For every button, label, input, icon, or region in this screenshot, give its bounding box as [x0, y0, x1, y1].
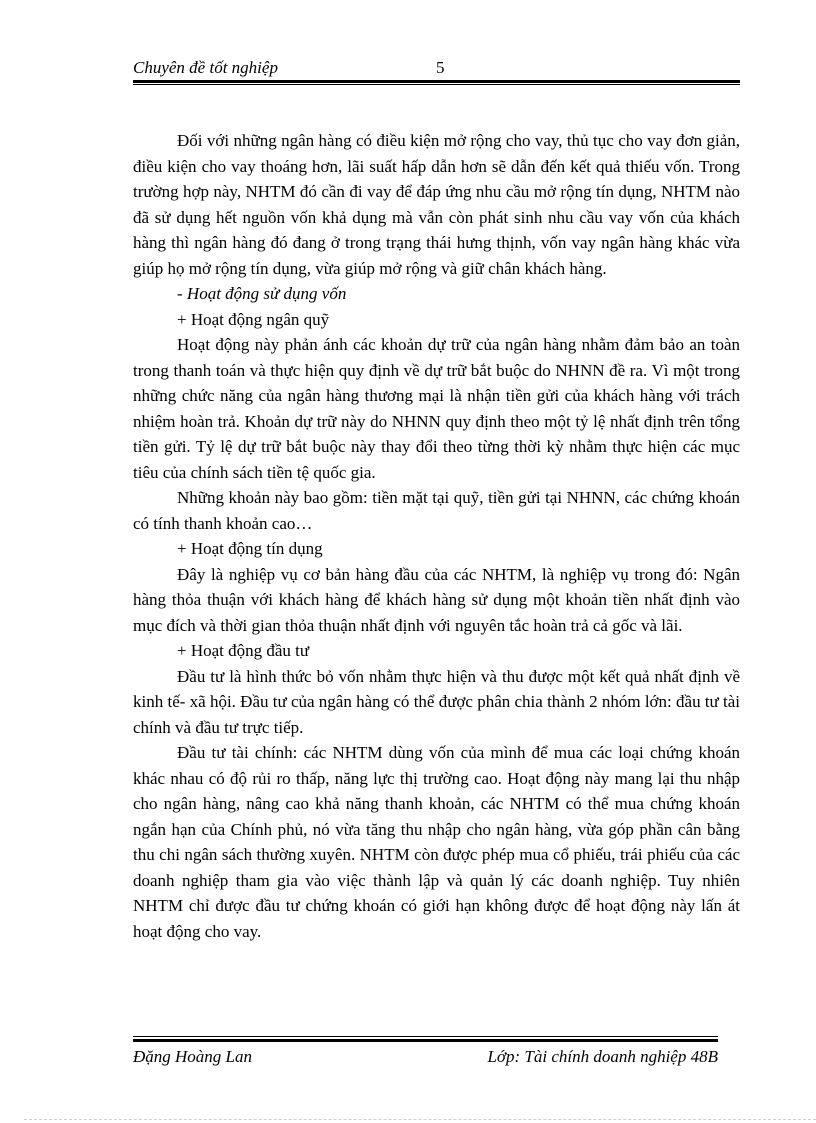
author-name: Đặng Hoàng Lan [133, 1047, 253, 1066]
page-header [133, 56, 740, 86]
subsection-heading: + Hoạt động ngân quỹ [177, 309, 330, 329]
paragraph: Những khoản này bao gồm: tiền mặt tại quỹ, tiền gửi tại NHNN, các chứng khoán có tính thanh khoản cao… [133, 488, 740, 533]
paragraph: Đầu tư tài chính: các NHTM dùng vốn của mình để mua các loại chứng khoán khác nhau có độ rủi ro thấp, năng lực thị trường cao. Hoạt động này mang lại thu nhập cho ngân hàng, nâng cao khả năng thanh khoản, các NHTM có thể mua chứng khoán ngắn hạn của Chính phủ, nó vừa tăng thu nhập cho ngân hàng, vừa góp phần cân bằng thu chi ngân sách thường xuyên. NHTM còn được phép mua cổ phiếu, trái phiếu của các doanh nghiệp tham gia vào việc thành lập và quản lý các doanh nghiệp. Tuy nhiên NHTM chỉ được đầu tư chứng khoán có giới hạn không được để hoạt động này lấn át hoạt động cho vay. [133, 743, 740, 941]
class-name: Lớp: Tài chính doanh nghiệp 48B [487, 1047, 718, 1066]
page-number: 5 [436, 58, 445, 77]
paragraph: Đầu tư là hình thức bỏ vốn nhằm thực hiện và thu được một kết quả nhất định về kinh tế- xã hội. Đầu tư của ngân hàng có thể được phân chia thành 2 nhóm lớn: đầu tư tài chính và đầu tư trực tiếp. [133, 666, 740, 737]
subsection-heading: + Hoạt động tín dụng [177, 539, 323, 558]
paragraph: Hoạt động này phản ánh các khoản dự trữ của ngân hàng nhằm đảm bảo an toàn trong thanh toán và thực hiện quy định về dự trữ bắt buộc do NHNN đề ra. Vì một trong những chức năng của ngân hàng thương mại là nhận tiền gửi của khách hàng với trách nhiệm hoàn trả. Khoản dự trữ này do NHNN quy định theo một tỷ lệ nhất định trên tổng tiền gửi. Tỷ lệ dự trữ bắt buộc này thay đổi theo từng thời kỳ nhằm thực hiện các mục tiêu của chính sách tiền tệ quốc gia. [133, 335, 740, 482]
page-footer [133, 1036, 718, 1076]
header-rule-thin [133, 84, 740, 85]
paragraph: Đối với những ngân hàng có điều kiện mở rộng cho vay, thủ tục cho vay đơn giản, điều kiện cho vay thoáng hơn, lãi suất hấp dẫn hơn sẽ dẫn đến kết quả thiếu vốn. Trong trường hợp này, NHTM đó cần đi vay để đáp ứng nhu cầu mở rộng tín dụng, NHTM nào đã sử dụng hết nguồn vốn khả dụng mà vẫn còn phát sinh nhu cầu vay vốn của khách hàng thì ngân hàng đó đang ở trong trạng thái hưng thịnh, vốn vay ngân hàng khác vừa giúp họ mở rộng tín dụng, vừa giúp mở rộng và giữ chân khách hàng. [133, 131, 740, 278]
section-heading: - Hoạt động sử dụng vốn [177, 284, 347, 303]
footer-rule-thick [133, 1039, 718, 1042]
body-text [133, 128, 740, 944]
paragraph: Đây là nghiệp vụ cơ bản hàng đầu của các NHTM, là nghiệp vụ trong đó: Ngân hàng thỏa thuận với khách hàng để khách hàng sử dụng một khoản tiền nhất định vào mục đích và thời gian thỏa thuận nhất định với nguyên tắc hoàn trả cả gốc và lãi. [133, 564, 740, 635]
subsection-heading: + Hoạt động đầu tư [177, 641, 310, 660]
footer-rule-thin [133, 1036, 718, 1037]
page-edge-divider [24, 1119, 816, 1120]
document-title: Chuyên đề tốt nghiệp [133, 58, 278, 77]
header-rule-thick [133, 80, 740, 83]
